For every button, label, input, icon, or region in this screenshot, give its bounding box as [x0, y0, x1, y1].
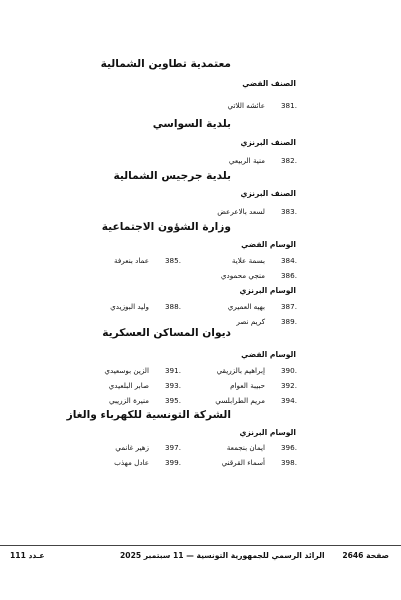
entry-name: حبيبة العوام — [230, 381, 265, 390]
class-label: الصنف البرنزي — [240, 189, 296, 198]
section-title-zarzis-nord: بلدية جرجيس الشمالية — [113, 170, 231, 182]
section-title-sawassi: بلدية السواسي — [152, 118, 231, 130]
class-label: الصنف البرنزي — [240, 138, 296, 147]
section-title-military-housing: ديوان المساكن العسكرية — [102, 327, 231, 339]
entry-number: 383. — [280, 207, 297, 216]
entry-number: 387. — [280, 302, 297, 311]
entry-number: 399. — [164, 458, 181, 467]
class-label: الصنف الفضي — [242, 79, 296, 88]
section-title-steg: الشركة التونسية للكهرباء والغاز — [66, 409, 231, 421]
class-label: الوسام الفضي — [241, 350, 296, 359]
entry-name: منجي محمودي — [220, 271, 265, 280]
entry-number: 388. — [164, 302, 181, 311]
class-label: الوسام الفضي — [241, 240, 296, 249]
entry-number: 393. — [164, 381, 181, 390]
entry-name: عماد بنعرفة — [113, 256, 149, 265]
entry-name: منية الربيعي — [228, 156, 265, 165]
entry-name: ايمان بنجمعة — [226, 443, 265, 452]
entry-name: منيرة الزريبي — [109, 396, 149, 405]
entry-number: 381. — [280, 101, 297, 110]
entry-name: الزين بوسعيدي — [104, 366, 149, 375]
section-title-tataouine-nord: معتمدية تطاوين الشمالية — [100, 58, 231, 70]
entry-name: لسعد بالاعرعض — [217, 207, 265, 216]
entry-number: 382. — [280, 156, 297, 165]
entry-number: 397. — [164, 443, 181, 452]
section-title-social-affairs: وزارة الشؤون الاجتماعية — [101, 221, 231, 233]
entry-number: 390. — [280, 366, 297, 375]
issue-number-label: عـدد 111 — [10, 551, 45, 560]
entry-number: 389. — [280, 317, 297, 326]
entry-name: صابر البلعيدي — [108, 381, 149, 390]
entry-name: عادل مهذب — [114, 458, 149, 467]
entry-name: كريم نصر — [236, 317, 265, 326]
journal-title: الرائد الرسمي للجمهورية التونسية — 11 سبتمبر 2025 — [120, 551, 325, 560]
entry-number: 391. — [164, 366, 181, 375]
entry-name: بسمة علاية — [231, 256, 265, 265]
entry-name: عائشه اللاتي — [227, 101, 265, 110]
entry-name: وليد البوزيدي — [110, 302, 149, 311]
entry-name: مريم الطرابلسي — [215, 396, 265, 405]
entry-number: 386. — [280, 271, 297, 280]
entry-number: 394. — [280, 396, 297, 405]
footer-rule — [0, 545, 401, 546]
entry-number: 396. — [280, 443, 297, 452]
entry-number: 384. — [280, 256, 297, 265]
class-label: الوسام البرنزي — [239, 286, 296, 295]
entry-name: زهير غانمي — [115, 443, 149, 452]
page-number-label: صفحة 2646 — [342, 551, 389, 560]
class-label: الوسام البرنزي — [239, 428, 296, 437]
entry-number: 395. — [164, 396, 181, 405]
entry-name: أسماء القرقني — [221, 458, 265, 467]
entry-number: 385. — [164, 256, 181, 265]
entry-number: 398. — [280, 458, 297, 467]
entry-name: إبراهيم بالزريقي — [216, 366, 265, 375]
entry-number: 392. — [280, 381, 297, 390]
entry-name: بهيه العميري — [227, 302, 265, 311]
